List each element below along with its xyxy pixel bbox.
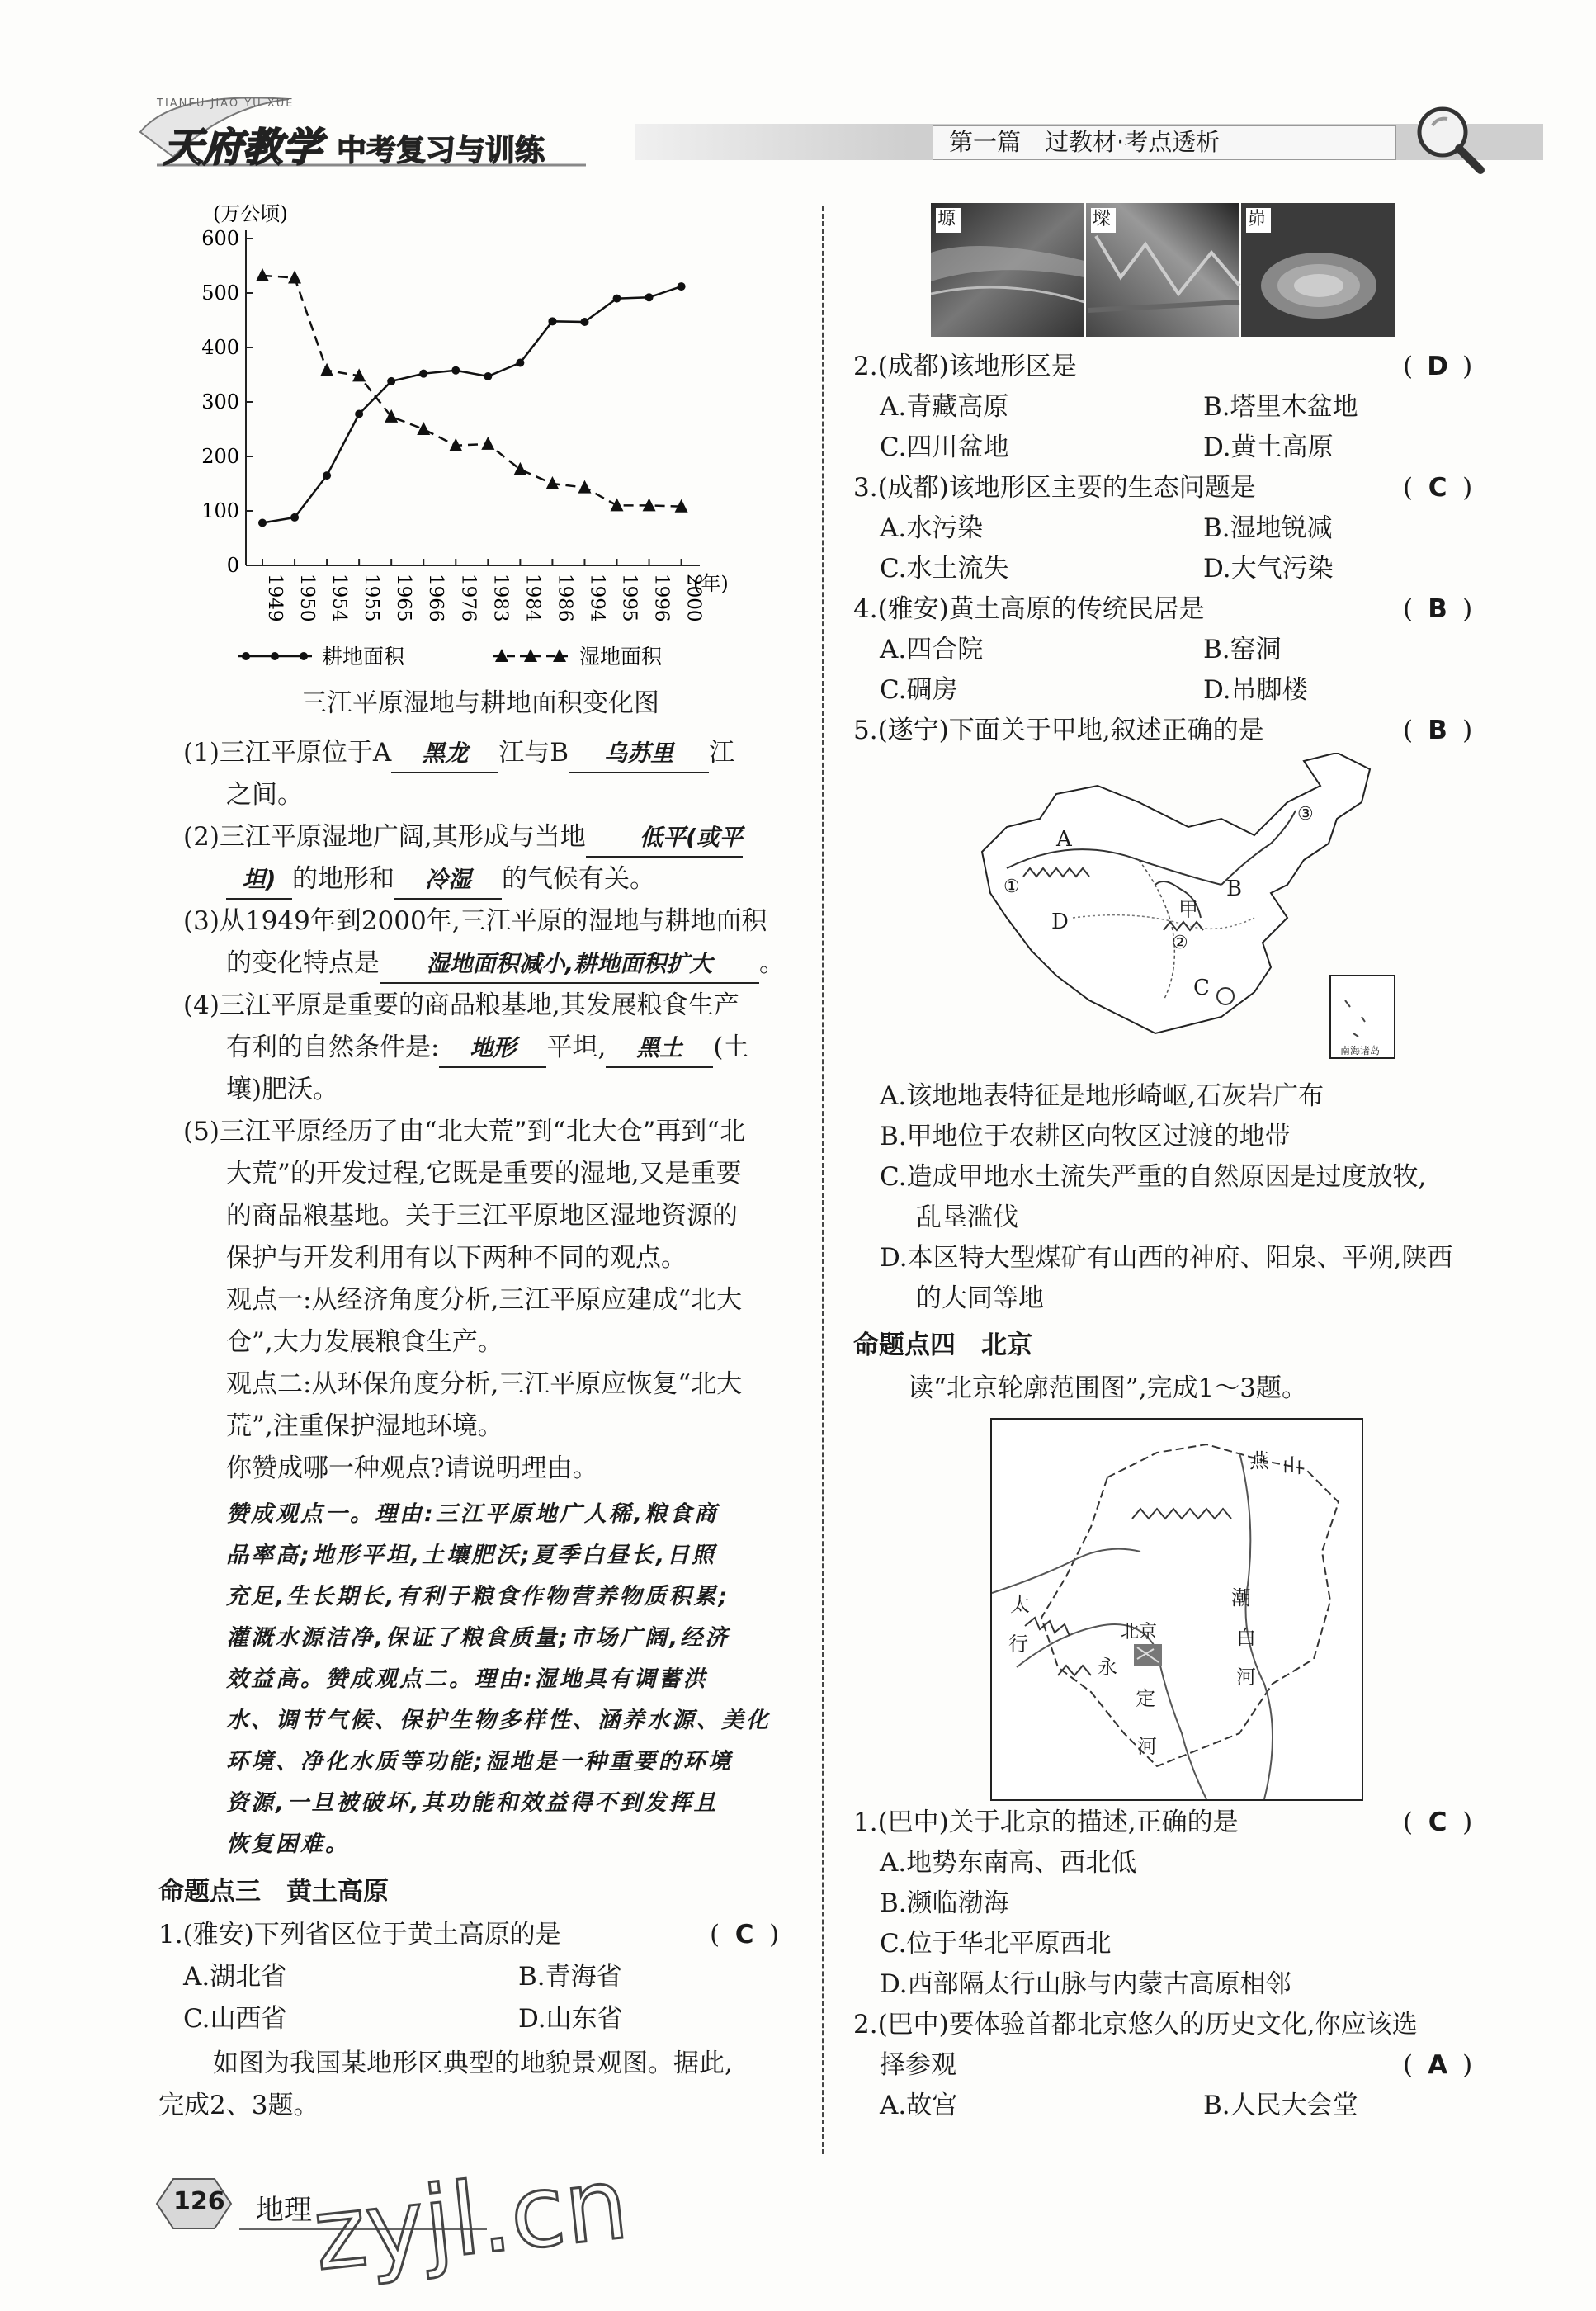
left-q4-line3: 壤)肥沃。 — [226, 1075, 339, 1104]
cropland-point — [451, 366, 460, 375]
legend-cropland-label: 耕地面积 — [322, 645, 405, 669]
bj-label-bai: 白 — [1236, 1626, 1256, 1649]
answer-line: 效益高。赞成观点二。理由:湿地具有调蓄洪 — [226, 1666, 708, 1692]
y-tick-label: 400 — [201, 336, 239, 359]
y-tick-label: 500 — [201, 281, 239, 305]
b1-option-d: D.西部隔太行山脉与内蒙古高原相邻 — [880, 1969, 1291, 1999]
s3q1-option-d: D.山东省 — [518, 2004, 623, 2034]
q3-answer: 湿地面积减小,耕地面积扩大 — [380, 946, 759, 984]
r-q3-answer-letter: C — [1428, 473, 1447, 503]
r-q3-option-a: A.水污染 — [880, 513, 984, 543]
answer-line: 资源,一旦被破坏,其功能和效益得不到发挥且 — [226, 1790, 719, 1816]
q2-pre: (2)三江平原湿地广阔,其形成与当地 — [183, 822, 586, 852]
left-q4-line1: (4)三江平原是重要的商品粮基地,其发展粮食生产 — [183, 990, 739, 1020]
cropland-point — [548, 317, 556, 325]
photo-label-3: 峁 — [1248, 209, 1267, 229]
cropland-point — [387, 377, 395, 385]
q2-mid: 的地形和 — [292, 864, 394, 894]
left-q5-line1: (5)三江平原经历了由“北大荒”到“北大仓”再到“北 — [183, 1117, 746, 1146]
left-q5-line3: 的商品粮基地。关于三江平原地区湿地资源的 — [226, 1201, 738, 1231]
answer-line: 赞成观点一。理由:三江平原地广人稀,粮食商 — [226, 1501, 720, 1527]
q3-post: 。 — [759, 948, 785, 978]
r-q3-answer: ( C ) — [1403, 470, 1472, 506]
cropland-point — [516, 358, 524, 366]
intro-line1: 如图为我国某地形区典型的地貌景观图。据此, — [213, 2049, 733, 2078]
q1-answer-b: 乌苏里 — [569, 735, 709, 773]
r-q4-option-b: B.窑洞 — [1203, 635, 1282, 664]
q2-answer-a2: 坦) — [226, 862, 292, 900]
cropland-point — [678, 282, 686, 291]
answer-line: 环境、净化水质等功能;湿地是一种重要的环境 — [226, 1749, 733, 1775]
wetland-point — [481, 437, 494, 450]
r-q4-stem: 4.(雅安)黄土高原的传统民居是 — [853, 594, 1205, 624]
cropland-point — [419, 370, 427, 378]
q3-pre: 的变化特点是 — [226, 948, 380, 978]
left-q1-line1 — [183, 735, 734, 773]
bj-label-he: 河 — [1236, 1666, 1256, 1689]
x-tick-label: 1996 — [650, 574, 673, 622]
cropland-point — [323, 471, 331, 480]
r-q5-option-d-cont: 的大同等地 — [916, 1283, 1044, 1313]
r-q5-option-a: A.该地地表特征是地形崎岖,石灰岩广布 — [880, 1081, 1324, 1111]
map-label-jia: 甲 — [1178, 898, 1198, 921]
wetland-point — [513, 462, 526, 475]
bj-label-beijing: 北京 — [1121, 1622, 1158, 1642]
beijing-map — [990, 1418, 1363, 1801]
b2-answer: ( A ) — [1403, 2047, 1472, 2083]
y-tick-label: 200 — [201, 445, 239, 468]
answer-line: 品率高;地形平坦,土壤肥沃;夏季白昼长,日照 — [226, 1543, 717, 1568]
x-tick-label: 1986 — [554, 574, 576, 622]
r-q2-option-a: A.青藏高原 — [880, 392, 1009, 422]
x-tick-label: 2000 — [682, 574, 705, 622]
map-label-1: ① — [1003, 877, 1020, 897]
wetland-point — [320, 363, 333, 376]
r-q5-option-c-cont: 乱垦滥伐 — [916, 1203, 1018, 1232]
x-tick-label: 1949 — [264, 574, 286, 622]
map-label-3: ③ — [1297, 804, 1314, 825]
left-q3-line2 — [226, 945, 785, 984]
brand-subtitle: TIANFU JIAO YU XUE — [157, 97, 295, 110]
map-label-2: ② — [1172, 933, 1188, 953]
q4-mid: 平坦, — [546, 1033, 607, 1062]
china-map — [974, 753, 1403, 1066]
left-q5-line7: 观点二:从环保角度分析,三江平原应恢复“北大 — [226, 1369, 743, 1399]
q1-answer-a: 黑龙 — [391, 735, 498, 773]
series-title: 中考复习与训练 — [337, 134, 545, 168]
bj-label-he2: 河 — [1137, 1735, 1157, 1758]
q2-post: 的气候有关。 — [502, 864, 655, 894]
left-q1-line2: 之间。 — [226, 780, 303, 810]
r-q4-option-d: D.吊脚楼 — [1203, 675, 1308, 705]
bj-label-chao: 潮 — [1231, 1586, 1251, 1609]
subject-label: 地理 — [256, 2194, 312, 2227]
s3q1-option-c: C.山西省 — [183, 2004, 287, 2034]
section-heading-4: 命题点四 北京 — [853, 1330, 1032, 1360]
s3q1-answer-letter: C — [734, 1920, 754, 1949]
landform-photos — [931, 203, 1395, 337]
legend-cropland-marker — [271, 652, 279, 660]
magnifier-icon — [1411, 101, 1485, 175]
x-tick-label: 1955 — [361, 574, 383, 622]
q1-post: 江 — [709, 738, 735, 768]
left-q2-line1 — [183, 819, 743, 858]
answer-line: 恢复困难。 — [226, 1831, 350, 1857]
cropland-point — [258, 519, 267, 527]
y-tick-label: 300 — [201, 390, 239, 414]
q2-answer-b: 冷湿 — [394, 862, 502, 900]
wetland-point — [545, 476, 559, 489]
y-tick-label: 0 — [226, 554, 239, 577]
r-q2-answer-letter: D — [1427, 352, 1448, 381]
r-q2-option-c: C.四川盆地 — [880, 432, 1009, 462]
b2-stem-1: 2.(巴中)要体验首都北京悠久的历史文化,你应该选 — [853, 2010, 1418, 2039]
s3q1-option-a: A.湖北省 — [183, 1962, 287, 1992]
r-q4-option-c: C.碉房 — [880, 675, 958, 705]
map-label-b: B — [1226, 877, 1243, 901]
r-q3-option-c: C.水土流失 — [880, 554, 1009, 584]
section-heading-3: 命题点三 黄土高原 — [158, 1877, 389, 1907]
line-chart — [157, 194, 784, 706]
wetland-point — [288, 271, 301, 284]
x-tick-label: 1994 — [586, 574, 608, 622]
answer-line: 充足,生长期长,有利于粮食作物营养物质积累; — [226, 1584, 730, 1609]
cropland-point — [355, 410, 363, 418]
bj-label-hang: 行 — [1008, 1633, 1028, 1656]
cropland-point — [613, 295, 621, 303]
r-q5-answer-letter: B — [1428, 716, 1447, 745]
cropland-point — [580, 318, 588, 326]
y-tick-label: 100 — [201, 499, 239, 522]
r-q5-answer: ( B ) — [1403, 712, 1472, 749]
r-q4-option-a: A.四合院 — [880, 635, 984, 664]
beijing-outline — [992, 1420, 1362, 1799]
series-cropland-line — [262, 286, 682, 522]
left-q5-line4: 保护与开发利用有以下两种不同的观点。 — [226, 1243, 687, 1273]
x-axis-label: (年) — [693, 572, 729, 595]
s3q1-answer: ( C ) — [710, 1916, 779, 1953]
x-tick-label: 1976 — [457, 574, 479, 622]
r-q5-option-d: D.本区特大型煤矿有山西的神府、阳泉、平朔,陕西 — [880, 1243, 1453, 1273]
r-q2-answer: ( D ) — [1403, 348, 1472, 385]
b1-stem: 1.(巴中)关于北京的描述,正确的是 — [853, 1808, 1239, 1837]
left-q5-line9: 你赞成哪一种观点?请说明理由。 — [226, 1453, 598, 1483]
b1-option-b: B.濒临渤海 — [880, 1888, 1009, 1918]
left-q5-line5: 观点一:从经济角度分析,三江平原应建成“北大 — [226, 1285, 743, 1315]
brand-logo-text: 天府教学 — [163, 125, 323, 171]
b2-option-b: B.人民大会堂 — [1203, 2091, 1358, 2120]
r-q2-stem: 2.(成都)该地形区是 — [853, 352, 1077, 381]
wetland-point — [578, 480, 591, 494]
r-q3-option-b: B.湿地锐减 — [1203, 513, 1333, 543]
read-instruction: 读“北京轮廓范围图”,完成1～3题。 — [908, 1373, 1307, 1403]
cropland-point — [290, 513, 299, 522]
landform-photo-strip — [931, 203, 1395, 337]
bj-label-ding: 定 — [1136, 1687, 1155, 1710]
cropland-point — [484, 372, 492, 380]
intro-line2: 完成2、3题。 — [158, 2091, 319, 2120]
b2-option-a: A.故宫 — [880, 2091, 958, 2120]
y-tick-label: 600 — [201, 227, 239, 250]
q4-post: (土 — [713, 1033, 749, 1062]
r-q3-stem: 3.(成都)该地形区主要的生态问题是 — [853, 473, 1256, 503]
s3q1-stem: 1.(雅安)下列省区位于黄土高原的是 — [158, 1920, 561, 1949]
legend-wetland-label: 湿地面积 — [579, 645, 663, 669]
b2-stem-2: 择参观 — [880, 2050, 956, 2080]
legend-cropland-marker — [242, 652, 250, 660]
r-q4-answer-letter: B — [1428, 594, 1447, 624]
photo-label-1: 塬 — [937, 209, 956, 229]
bj-label-tai: 太 — [1010, 1593, 1030, 1616]
page-number: 126 — [173, 2187, 225, 2216]
left-q5-line2: 大荒”的开发过程,它既是重要的湿地,又是重要 — [226, 1159, 742, 1189]
r-q5-option-b: B.甲地位于农耕区向牧区过渡的地带 — [880, 1122, 1291, 1151]
b2-answer-letter: A — [1428, 2050, 1448, 2080]
chart-caption: 三江平原湿地与耕地面积变化图 — [301, 688, 659, 718]
r-q4-answer: ( B ) — [1403, 591, 1472, 627]
x-tick-label: 1966 — [425, 574, 447, 622]
cropland-point — [645, 293, 654, 301]
r-q3-option-d: D.大气污染 — [1203, 554, 1334, 584]
x-tick-label: 1965 — [393, 574, 415, 622]
wetland-point — [256, 268, 269, 281]
left-q2-line2 — [226, 861, 655, 900]
answer-line: 灌溉水源洁净,保证了粮食质量;市场广阔,经济 — [226, 1625, 730, 1651]
x-tick-label: 1950 — [296, 574, 319, 622]
map-label-a: A — [1056, 827, 1072, 852]
answer-line: 水、调节气候、保护生物多样性、涵养水源、美化 — [226, 1708, 771, 1733]
map-label-c: C — [1193, 976, 1210, 1000]
map-label-d: D — [1051, 910, 1069, 934]
bj-label-shan: 山 — [1282, 1454, 1302, 1477]
wetland-point — [611, 498, 624, 511]
header-bar — [124, 83, 1485, 173]
bj-label-yong: 永 — [1098, 1656, 1117, 1679]
b1-option-a: A.地势东南高、西北低 — [880, 1848, 1137, 1878]
section-title: 第一篇 过教材·考点透析 — [949, 128, 1221, 156]
b1-option-c: C.位于华北平原西北 — [880, 1929, 1112, 1959]
q2-answer-a1: 低平(或平 — [586, 820, 743, 858]
footer — [149, 2146, 891, 2294]
y-axis-label: (万公顷) — [213, 202, 288, 225]
x-tick-label: 1954 — [328, 574, 351, 622]
b1-answer-letter: C — [1428, 1808, 1447, 1837]
left-q3-line1: (3)从1949年到2000年,三江平原的湿地与耕地面积 — [183, 906, 767, 936]
r-q2-option-b: B.塔里木盆地 — [1203, 392, 1358, 422]
q4-pre: 有利的自然条件是: — [226, 1033, 440, 1062]
r-q5-option-c: C.造成甲地水土流失严重的自然原因是过度放牧, — [880, 1162, 1427, 1192]
handwritten-answer — [226, 1494, 853, 1865]
x-tick-label: 1983 — [489, 574, 512, 622]
x-tick-label: 1995 — [618, 574, 640, 622]
r-q5-stem: 5.(遂宁)下面关于甲地,叙述正确的是 — [853, 716, 1264, 745]
s3q1-option-b: B.青海省 — [518, 1962, 622, 1992]
r-q2-option-d: D.黄土高原 — [1203, 432, 1334, 462]
q4-answer-b: 黑土 — [606, 1030, 713, 1068]
b1-answer: ( C ) — [1403, 1804, 1472, 1841]
x-tick-label: 1984 — [522, 574, 544, 622]
q4-answer-a: 地形 — [439, 1030, 546, 1068]
left-q5-line8: 荒”,注重保护湿地环境。 — [226, 1411, 503, 1441]
left-q4-line2 — [226, 1029, 748, 1068]
q1-pre: (1)三江平原位于A — [183, 738, 392, 768]
bj-label-yan: 燕 — [1249, 1449, 1269, 1472]
legend-cropland-marker — [300, 652, 308, 660]
photo-label-2: 墚 — [1093, 209, 1112, 229]
q1-mid: 江与B — [498, 738, 569, 768]
watermark: zyjl.cn — [308, 2146, 634, 2294]
map-inset-label: 南海诸岛 — [1340, 1045, 1381, 1056]
left-q5-line6: 仓”,大力发展粮食生产。 — [226, 1327, 503, 1357]
